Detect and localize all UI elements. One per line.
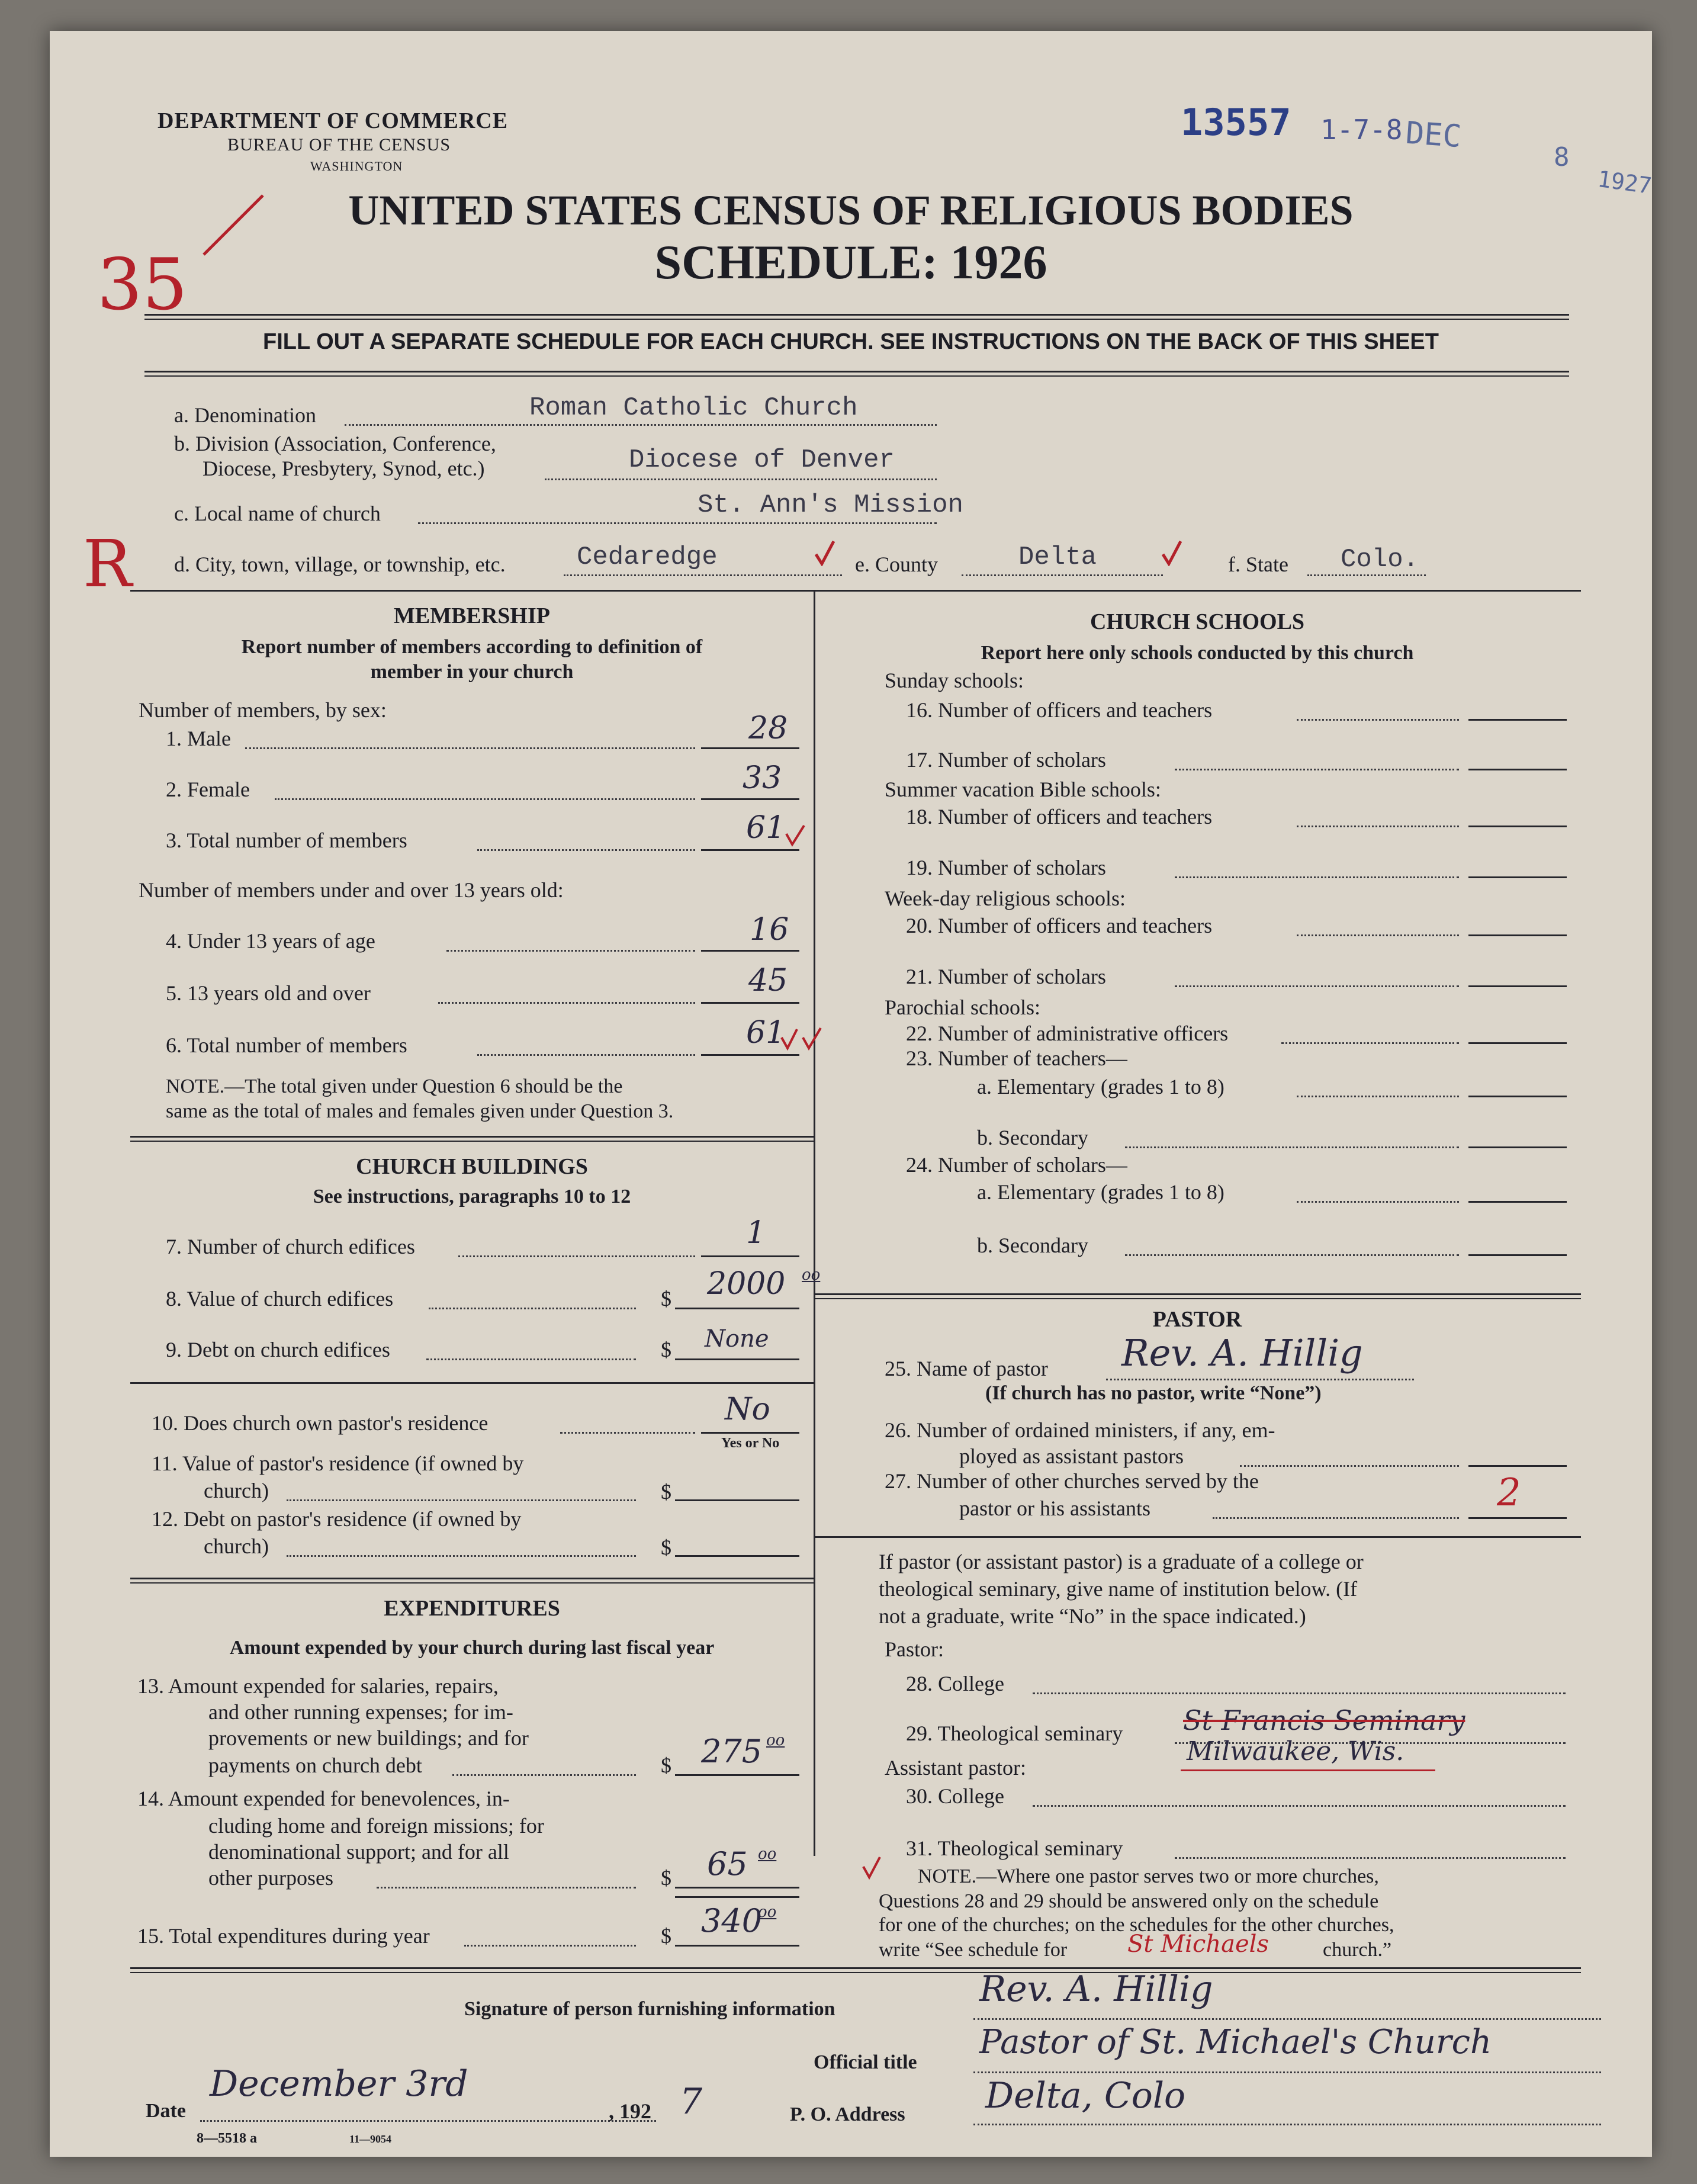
q23a-answer-line	[1468, 1096, 1567, 1097]
q2-female-label: 2. Female	[166, 778, 250, 801]
q12-label-1: 12. Debt on pastor's residence (if owned by	[152, 1507, 522, 1531]
q14-dollar-sign: $	[661, 1866, 671, 1890]
pastor-note-4-value: St Michaels	[1127, 1931, 1269, 1958]
q3-answer-line	[701, 849, 799, 851]
date-label: Date	[146, 2100, 186, 2122]
q5-answer-line	[701, 1002, 799, 1004]
sunday-schools-label: Sunday schools:	[885, 669, 1024, 692]
city-check-mark	[814, 539, 835, 566]
q29-red-underline	[1181, 1769, 1435, 1771]
signature-label: Signature of person furnishing information	[464, 1998, 835, 2020]
local-name-label: c. Local name of church	[174, 502, 381, 525]
q11-leader	[287, 1499, 636, 1501]
q7-edifices-value: 1	[746, 1215, 766, 1251]
q3-total-label: 3. Total number of members	[166, 828, 407, 852]
county-line	[962, 574, 1163, 576]
assistant-pastor-label: Assistant pastor:	[885, 1756, 1026, 1780]
q12-dollar-sign: $	[661, 1536, 671, 1559]
received-stamp-day: 8	[1554, 142, 1570, 172]
local-name-line	[418, 522, 937, 524]
q7-edifices-label: 7. Number of church edifices	[166, 1235, 415, 1258]
q14-double-rule	[675, 1896, 799, 1898]
q11-label-2: church)	[204, 1479, 269, 1502]
q24b-leader	[1125, 1254, 1459, 1256]
q15-answer-line	[675, 1945, 799, 1947]
received-stamp-year: 1927	[1596, 165, 1654, 200]
q10-residence-label: 10. Does church own pastor's residence	[152, 1411, 488, 1435]
q1-leader	[245, 747, 695, 749]
q6-total-label: 6. Total number of members	[166, 1033, 407, 1057]
q14-label-2: cluding home and foreign missions; for	[208, 1814, 544, 1838]
q20-answer-line	[1468, 934, 1567, 936]
q13-answer-line	[675, 1774, 799, 1776]
q24b-label: b. Secondary	[977, 1234, 1088, 1257]
pastor-note-2: Questions 28 and 29 should be answered only on the schedule	[879, 1890, 1379, 1912]
census-schedule-form	[50, 31, 1652, 2157]
q27-value: 2	[1497, 1471, 1521, 1515]
q14-value: 65	[707, 1845, 748, 1883]
buildings-heading: CHURCH BUILDINGS	[356, 1154, 588, 1179]
pastor-note-4-start: write “See schedule for	[879, 1939, 1068, 1961]
pastor-note-4-end: church.”	[1323, 1939, 1392, 1961]
q24a-label: a. Elementary (grades 1 to 8)	[977, 1180, 1224, 1204]
q3-leader	[477, 849, 695, 851]
q24a-leader	[1297, 1201, 1459, 1203]
year-printed: , 192	[609, 2099, 651, 2123]
q14-label-4: other purposes	[208, 1866, 333, 1890]
state-label: f. State	[1228, 553, 1288, 576]
q28-college-label: 28. College	[906, 1672, 1004, 1695]
form-subtitle: SCHEDULE: 1926	[654, 235, 1047, 289]
q7-answer-line	[701, 1255, 799, 1257]
header-bottom-rule	[144, 371, 1569, 377]
pastor-sub-label: Pastor:	[885, 1637, 944, 1661]
po-address-line	[973, 2124, 1601, 2125]
q24b-answer-line	[1468, 1254, 1567, 1256]
q6-total-value: 61	[746, 1015, 786, 1051]
county-value: Delta	[1018, 542, 1097, 572]
q16-label: 16. Number of officers and teachers	[906, 698, 1213, 722]
q17-leader	[1175, 769, 1459, 770]
state-line	[1307, 574, 1426, 576]
q12-answer-line	[675, 1555, 799, 1557]
form-instruction: FILL OUT A SEPARATE SCHEDULE FOR EACH CHURCH. SEE INSTRUCTIONS ON THE BACK OF THIS SHEET	[263, 329, 1439, 354]
q29-value-line-1: St Francis Seminary	[1183, 1704, 1465, 1736]
local-name-value: St. Ann's Mission	[698, 490, 963, 520]
city-line	[564, 574, 842, 576]
q20-leader	[1297, 934, 1459, 936]
q7-leader	[458, 1255, 695, 1257]
division-line	[545, 478, 937, 480]
membership-subheading-2: member in your church	[370, 661, 574, 683]
q21-leader	[1175, 985, 1459, 987]
q30-line	[1033, 1805, 1566, 1807]
q11-answer-line	[675, 1499, 799, 1501]
q22-label: 22. Number of administrative officers	[906, 1022, 1229, 1045]
official-title-label: Official title	[814, 2051, 917, 2073]
q4-under-13-label: 4. Under 13 years of age	[166, 929, 375, 953]
q14-leader	[377, 1887, 636, 1888]
city-label: d. City, town, village, or township, etc.	[174, 553, 506, 576]
q19-leader	[1175, 876, 1459, 878]
header-top-rule	[144, 314, 1569, 320]
q17-label: 17. Number of scholars	[906, 748, 1106, 772]
q28-line	[1033, 1692, 1566, 1694]
q21-label: 21. Number of scholars	[906, 965, 1106, 988]
state-value: Colo.	[1341, 545, 1419, 574]
identity-bottom-rule	[130, 590, 1581, 592]
q16-answer-line	[1468, 719, 1567, 721]
members-by-sex-label: Number of members, by sex:	[139, 698, 387, 722]
q17-answer-line	[1468, 769, 1567, 770]
signature-line	[973, 2018, 1601, 2020]
q26-answer-line	[1468, 1465, 1567, 1467]
q2-answer-line	[701, 798, 799, 800]
q10-residence-value: No	[725, 1392, 770, 1427]
city-value: Cedaredge	[577, 542, 718, 572]
q4-leader	[446, 950, 695, 952]
q6-check-marks	[779, 1026, 824, 1054]
q27-label-2: pastor or his assistants	[959, 1496, 1150, 1520]
membership-note-2: same as the total of males and females given under Question 3.	[166, 1100, 674, 1122]
schools-bottom-rule	[814, 1293, 1581, 1299]
pastor-note-3: for one of the churches; on the schedules for the other churches,	[879, 1914, 1394, 1936]
q23b-label: b. Secondary	[977, 1126, 1088, 1149]
q29-value-line-2: Milwaukee, Wis.	[1187, 1736, 1404, 1767]
official-title-line	[973, 2071, 1601, 2073]
q8-leader	[429, 1308, 636, 1309]
q14-answer-line	[675, 1887, 799, 1888]
q13-label-1: 13. Amount expended for salaries, repairs,	[137, 1674, 499, 1698]
denomination-label: a. Denomination	[174, 403, 316, 427]
q25-name-value: Rev. A. Hillig	[1121, 1331, 1363, 1374]
q8-value-label: 8. Value of church edifices	[166, 1287, 394, 1311]
q12-leader	[287, 1555, 636, 1557]
buildings-bottom-rule	[130, 1578, 814, 1584]
pastor-note-1: NOTE.—Where one pastor serves two or more churches,	[918, 1865, 1379, 1887]
q14-cents: oo	[758, 1845, 777, 1863]
expenditures-heading: EXPENDITURES	[384, 1596, 560, 1621]
q18-answer-line	[1468, 826, 1567, 827]
q23b-leader	[1125, 1146, 1459, 1148]
membership-bottom-rule	[130, 1136, 814, 1142]
official-title-value: Pastor of St. Michael's Church	[979, 2023, 1492, 2061]
age-breakdown-label: Number of members under and over 13 years old:	[139, 878, 564, 902]
q6-answer-line	[701, 1054, 799, 1056]
graduate-instruction-3: not a graduate, write “No” in the space indicated.)	[879, 1604, 1306, 1628]
q23a-label: a. Elementary (grades 1 to 8)	[977, 1075, 1224, 1099]
denomination-line	[345, 424, 937, 426]
date-value: December 3rd	[210, 2063, 468, 2105]
date-line	[200, 2120, 656, 2122]
q23-label: 23. Number of teachers—	[906, 1046, 1127, 1070]
q15-total-label: 15. Total expenditures during year	[137, 1924, 430, 1948]
weekday-schools-label: Week-day religious schools:	[885, 887, 1126, 910]
q23a-leader	[1297, 1096, 1459, 1097]
q2-female-value: 33	[743, 760, 782, 796]
q18-label: 18. Number of officers and teachers	[906, 805, 1213, 828]
po-address-label: P. O. Address	[790, 2103, 905, 2125]
schools-heading: CHURCH SCHOOLS	[1089, 609, 1305, 634]
q19-label: 19. Number of scholars	[906, 856, 1106, 879]
summer-schools-label: Summer vacation Bible schools:	[885, 778, 1161, 801]
q31-seminary-label: 31. Theological seminary	[906, 1836, 1123, 1860]
q16-leader	[1297, 719, 1459, 721]
q23b-answer-line	[1468, 1146, 1567, 1148]
q9-dollar-sign: $	[661, 1338, 671, 1361]
form-title: UNITED STATES CENSUS OF RELIGIOUS BODIES	[348, 187, 1354, 234]
schools-subheading: Report here only schools conducted by this church	[981, 642, 1414, 664]
graduate-instruction-2: theological seminary, give name of institution below. (If	[879, 1577, 1358, 1601]
county-check-mark	[1161, 539, 1182, 566]
q12-label-2: church)	[204, 1534, 269, 1558]
q10-answer-line	[701, 1432, 799, 1434]
denomination-value: Roman Catholic Church	[529, 393, 858, 423]
q11-dollar-sign: $	[661, 1480, 671, 1504]
q25-hint: (If church has no pastor, write “None”)	[985, 1382, 1322, 1404]
q19-answer-line	[1468, 876, 1567, 878]
q13-leader	[452, 1774, 636, 1776]
q24-label: 24. Number of scholars—	[906, 1153, 1127, 1177]
form-number: 8—5518 a	[197, 2131, 257, 2146]
q26-label-1: 26. Number of ordained ministers, if any, em-	[885, 1418, 1275, 1442]
q15-value: 340	[701, 1902, 763, 1939]
q22-answer-line	[1468, 1042, 1567, 1044]
q2-leader	[275, 798, 695, 800]
q26-leader	[1240, 1465, 1459, 1467]
year-digit: 7	[680, 2081, 703, 2122]
division-label-1: b. Division (Association, Conference,	[174, 432, 496, 455]
parochial-schools-label: Parochial schools:	[885, 995, 1040, 1019]
q1-answer-line	[701, 747, 799, 749]
received-stamp-month: DEC	[1404, 115, 1463, 155]
q13-value: 275	[701, 1733, 763, 1770]
q21-answer-line	[1468, 985, 1567, 987]
q8-answer-line	[675, 1308, 799, 1309]
county-label: e. County	[855, 553, 938, 576]
q25-name-label: 25. Name of pastor	[885, 1357, 1048, 1380]
q30-college-label: 30. College	[906, 1784, 1004, 1808]
q3-total-value: 61	[746, 810, 786, 846]
q27-leader	[1213, 1517, 1459, 1519]
q9-answer-line	[675, 1358, 799, 1360]
pastor-mid-rule	[814, 1536, 1581, 1538]
q29-seminary-label: 29. Theological seminary	[906, 1721, 1123, 1745]
q24a-answer-line	[1468, 1201, 1567, 1203]
q5-leader	[438, 1002, 695, 1004]
q1-male-label: 1. Male	[166, 727, 231, 750]
signature-value: Rev. A. Hillig	[979, 1968, 1213, 2010]
q15-dollar-sign: $	[661, 1924, 671, 1948]
q3-check-mark	[784, 822, 805, 849]
q22-leader	[1281, 1042, 1459, 1044]
q13-cents: oo	[766, 1732, 785, 1749]
q6-leader	[477, 1054, 695, 1056]
expenditures-subheading: Amount expended by your church during last fiscal year	[229, 1637, 715, 1659]
q8-value: 2000	[707, 1266, 786, 1302]
q25-line	[1106, 1379, 1414, 1380]
po-address-value: Delta, Colo	[985, 2075, 1186, 2116]
q10-hint: Yes or No	[721, 1435, 780, 1451]
q27-label-1: 27. Number of other churches served by the	[885, 1469, 1259, 1493]
received-stamp-code: 1-7-8	[1320, 114, 1403, 146]
q14-label-3: denominational support; and for all	[208, 1840, 509, 1864]
q13-label-3: provements or new buildings; and for	[208, 1726, 529, 1750]
q26-label-2: ployed as assistant pastors	[959, 1444, 1184, 1468]
q4-under-13-value: 16	[750, 912, 789, 948]
print-code: 11—9054	[349, 2133, 392, 2145]
margin-number-mark: 35	[97, 244, 188, 326]
q5-over-13-value: 45	[748, 963, 788, 998]
q9-debt-label: 9. Debt on church edifices	[166, 1338, 390, 1361]
q8-cents: oo	[802, 1266, 821, 1284]
q10-leader	[560, 1432, 695, 1434]
department-name: DEPARTMENT OF COMMERCE	[158, 108, 509, 133]
q9-bottom-rule	[130, 1382, 814, 1384]
bureau-name: BUREAU OF THE CENSUS	[227, 135, 451, 155]
q13-label-2: and other running expenses; for im-	[208, 1700, 513, 1724]
q8-dollar-sign: $	[661, 1287, 671, 1311]
q18-leader	[1297, 826, 1459, 827]
q11-label-1: 11. Value of pastor's residence (if owned by	[152, 1451, 524, 1475]
membership-heading: MEMBERSHIP	[394, 603, 550, 628]
pastor-heading: PASTOR	[1152, 1307, 1242, 1332]
margin-letter-mark: R	[83, 526, 132, 602]
q15-leader	[464, 1945, 636, 1947]
bureau-city: WASHINGTON	[310, 159, 403, 174]
q13-dollar-sign: $	[661, 1753, 671, 1777]
membership-note-1: NOTE.—The total given under Question 6 should be the	[166, 1075, 623, 1097]
q13-label-4: payments on church debt	[208, 1753, 422, 1777]
division-label-2: Diocese, Presbytery, Synod, etc.)	[203, 457, 485, 480]
q27-answer-line	[1468, 1517, 1567, 1519]
membership-subheading-1: Report number of members according to definition of	[241, 636, 703, 658]
buildings-subheading: See instructions, paragraphs 10 to 12	[313, 1186, 631, 1207]
body-bottom-rule	[130, 1967, 1581, 1973]
q9-leader	[426, 1358, 636, 1360]
q31-line	[1175, 1857, 1566, 1859]
column-divider	[814, 590, 815, 1856]
received-stamp-number: 13557	[1181, 101, 1291, 144]
division-value: Diocese of Denver	[629, 445, 895, 475]
q9-debt-value: None	[705, 1325, 769, 1353]
q15-cents: oo	[758, 1903, 777, 1921]
graduate-instruction-1: If pastor (or assistant pastor) is a graduate of a college or	[879, 1550, 1364, 1573]
q1-male-value: 28	[748, 711, 788, 746]
q5-over-13-label: 5. 13 years old and over	[166, 981, 371, 1005]
q20-label: 20. Number of officers and teachers	[906, 914, 1213, 937]
q4-answer-line	[701, 950, 799, 952]
q14-label-1: 14. Amount expended for benevolences, in-	[137, 1787, 510, 1810]
pastor-note-check-mark	[861, 1854, 882, 1881]
